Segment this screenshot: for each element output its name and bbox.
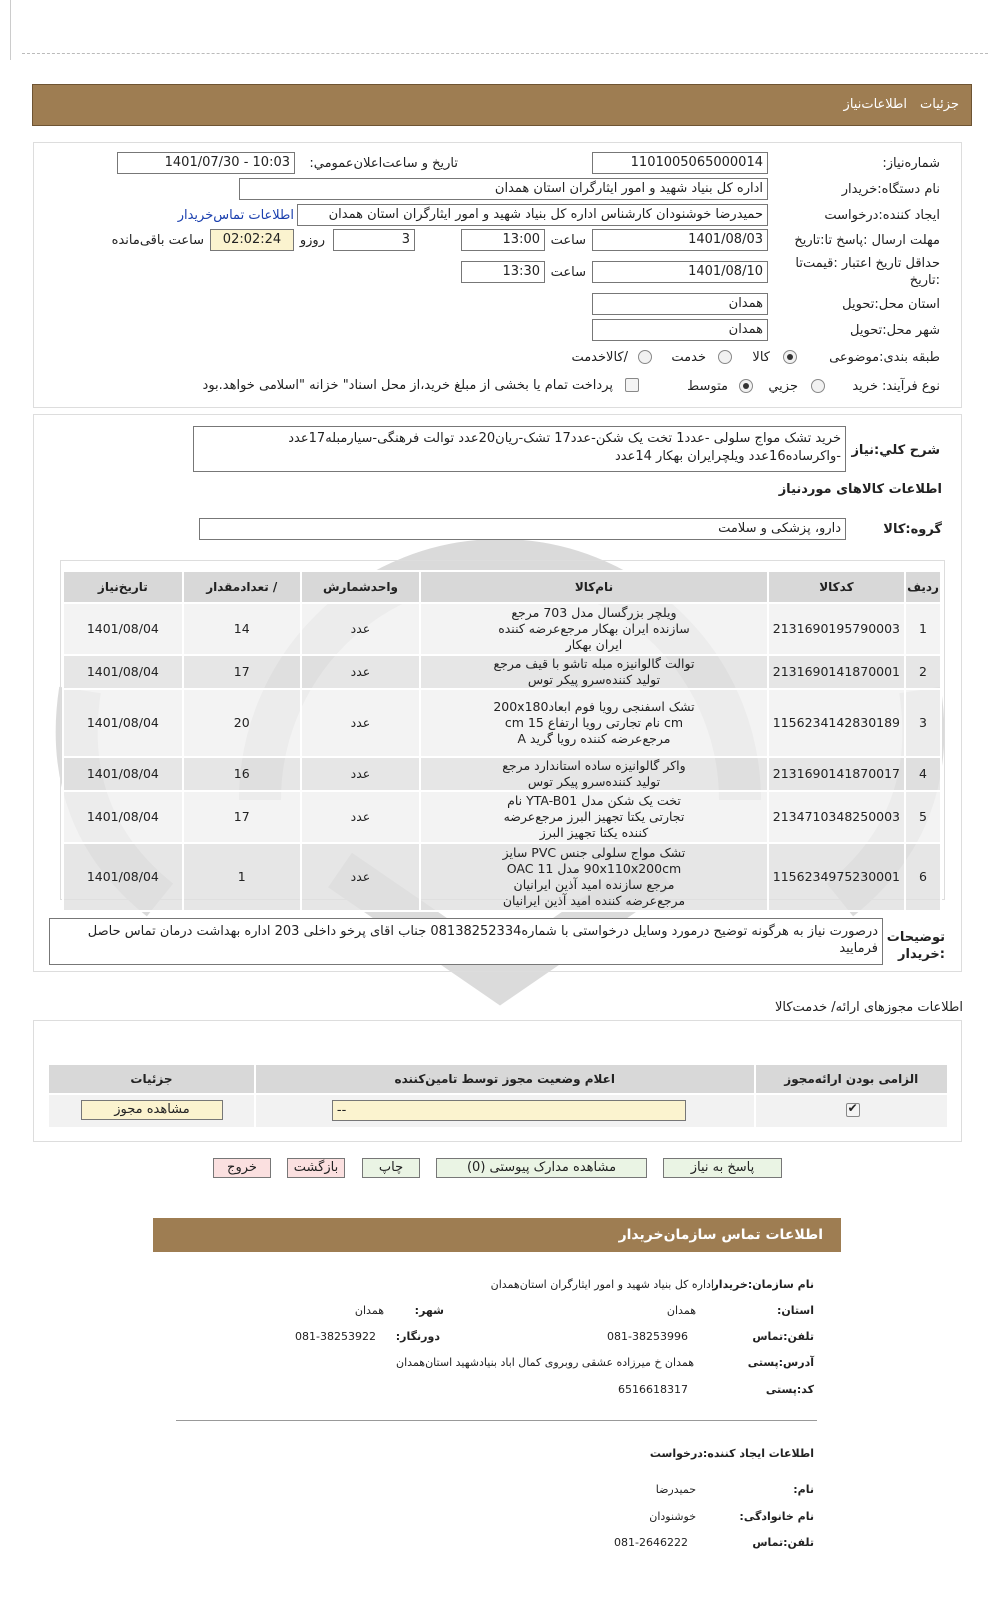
- cell-code: 2131690141870017: [768, 757, 905, 791]
- table-row: [48, 1094, 948, 1128]
- cell-name: تشک اسفنجی رویا فوم ابعاد200x180 cm نام تجارتی رویا ارتفاع 15 cm مرجع‌عرضه کننده رویا گرید A: [420, 689, 768, 757]
- goods-group-field[interactable]: دارو، پزشکی و سلامت: [199, 518, 846, 540]
- treasury-payment-checkbox[interactable]: [625, 378, 639, 392]
- deadline-label: مهلت ارسال :پاسخ تا:تاریخ: [794, 233, 940, 248]
- validity-time-label: ساعت: [550, 265, 586, 280]
- table-row: [63, 603, 941, 655]
- need-number-field[interactable]: 1101005065000014: [592, 152, 768, 174]
- contact-fax: 081-38253922: [295, 1330, 376, 1343]
- goods-heading: اطلاعات کالاهای موردنیاز: [778, 482, 942, 497]
- cell-row: 6: [905, 843, 941, 911]
- table-row: [63, 791, 941, 843]
- summary-label: شرح کلي:نیاز: [851, 443, 940, 458]
- category-label: طبقه بندی:موضوعی: [829, 350, 940, 365]
- cell-name: تشک مواج سلولی جنس PVC سایز 90x110x200cm مدل OAC 11 مرجع سازنده امید آذین ایرانیان مرجع‌عرضه کننده امید آذین ایرانیان: [420, 843, 768, 911]
- cell-date: 1401/08/04: [63, 757, 183, 791]
- goods-group-label: گروه:کالا: [883, 522, 942, 537]
- cell-qty: 17: [183, 655, 301, 689]
- cell-unit: عدد: [301, 757, 420, 791]
- cell-date: 1401/08/04: [63, 603, 183, 655]
- contact-province: همدان: [666, 1304, 696, 1317]
- cell-qty: 1: [183, 843, 301, 911]
- process-medium-label: متوسط: [687, 379, 728, 394]
- validity-label: حداقل تاریخ اعتبار :قیمت‌تا: [795, 256, 940, 271]
- table-row: [63, 843, 941, 911]
- category-goods-service-radio[interactable]: [638, 350, 652, 364]
- contact-city: همدان: [354, 1304, 384, 1317]
- cell-code: 2131690141870001: [768, 655, 905, 689]
- goods-table: [62, 570, 942, 912]
- contact-divider: [176, 1420, 817, 1421]
- col-name: نام‌کالا: [420, 571, 768, 603]
- cell-name: توالت گالوانیزه مبله تاشو با قیف مرجع تولید کننده‌سرو پیکر توس: [420, 655, 768, 689]
- days-label: روزو: [299, 233, 325, 248]
- validity-date-field[interactable]: 1401/08/10: [592, 261, 768, 283]
- header-bar: [32, 84, 972, 126]
- page-edge-line: [10, 0, 11, 60]
- province-label: استان محل:تحویل: [842, 297, 940, 312]
- lic-col-details: جزئیات: [48, 1064, 255, 1094]
- cell-unit: عدد: [301, 655, 420, 689]
- table-row: [63, 689, 941, 757]
- cell-date: 1401/08/04: [63, 791, 183, 843]
- attachments-button[interactable]: مشاهده مدارک پیوستی (0): [436, 1158, 647, 1178]
- deadline-time-label: ساعت: [550, 233, 586, 248]
- top-divider: [22, 53, 988, 54]
- process-buy-label: خرید: [852, 379, 878, 394]
- contact-heading: اطلاعات تماس سازمان‌خریدار: [618, 1227, 823, 1243]
- cell-code: 1156234975230001: [768, 843, 905, 911]
- deadline-date-field[interactable]: 1401/08/03: [592, 229, 768, 251]
- cell-row: 5: [905, 791, 941, 843]
- contact-fax-label: دورنگار:: [395, 1330, 440, 1343]
- creator-phone-label: تلفن:تماس: [752, 1536, 814, 1549]
- remaining-time-field: 02:02:24: [210, 229, 294, 251]
- contact-address-label: آدرس:پستی: [747, 1356, 814, 1369]
- cell-date: 1401/08/04: [63, 843, 183, 911]
- summary-line-2: -واکرساده16عدد ویلچرایران بهکار 14عدد: [615, 449, 841, 464]
- category-service-radio[interactable]: [718, 350, 732, 364]
- table-row: [63, 655, 941, 689]
- buyer-org-label: نام دستگاه:خریدار: [841, 182, 940, 197]
- lic-required-cell: [755, 1094, 948, 1128]
- creator-last-name-label: نام خانوادگی:: [739, 1510, 814, 1523]
- col-date: تاریخ‌نیاز: [63, 571, 183, 603]
- buyer-notes-label: توضیحات: [886, 930, 945, 945]
- need-number-label: شماره‌نیاز:: [882, 156, 940, 171]
- license-status-field[interactable]: --: [332, 1100, 686, 1121]
- cell-code: 2131690195790003: [768, 603, 905, 655]
- cell-row: 1: [905, 603, 941, 655]
- creator-phone: 081-2646222: [614, 1536, 688, 1549]
- tab-need-info[interactable]: اطلاعات‌نیاز: [843, 97, 907, 112]
- lic-col-required: الزامی بودن ارائه‌مجوز: [755, 1064, 948, 1094]
- print-button[interactable]: چاپ: [362, 1158, 420, 1178]
- days-field[interactable]: 3: [333, 229, 415, 251]
- lic-details-cell: [48, 1094, 255, 1128]
- cell-date: 1401/08/04: [63, 689, 183, 757]
- license-required-checkbox: [846, 1103, 860, 1117]
- lic-col-status: اعلام وضعیت مجوز توسط تامین‌کننده: [255, 1064, 755, 1094]
- contact-header: [153, 1218, 841, 1252]
- reply-button[interactable]: پاسخ به نیاز: [663, 1158, 782, 1178]
- cell-code: 2134710348250003: [768, 791, 905, 843]
- contact-address: همدان خ میرزاده عشقی روبروی کمال اباد بنیادشهید استان‌همدان: [396, 1356, 694, 1369]
- contact-phone: 081-38253996: [607, 1330, 688, 1343]
- creator-first-name: حمیدرضا: [655, 1483, 696, 1496]
- exit-button[interactable]: خروج: [213, 1158, 271, 1178]
- city-field[interactable]: همدان: [592, 319, 768, 341]
- cell-row: 3: [905, 689, 941, 757]
- creator-field[interactable]: حمیدرضا خوشنودان کارشناس اداره کل بنیاد شهید و امور ایثارگران استان همدان: [297, 204, 768, 226]
- contact-postal-label: کد:پستی: [765, 1383, 814, 1396]
- remaining-label: ساعت باقی‌مانده: [111, 233, 204, 248]
- buyer-notes-box: درصورت نیاز به هرگونه توضیح درمورد وسایل درخواستی با شماره08138252334 جناب اقای پرخو داخلی 203 اداره بهداشت درمان تماس حاصل فرمایید: [49, 918, 883, 965]
- contact-phone-label: تلفن:تماس: [752, 1330, 814, 1343]
- view-license-button[interactable]: مشاهده مجوز: [81, 1100, 223, 1120]
- cell-unit: عدد: [301, 791, 420, 843]
- announce-datetime-field[interactable]: 1401/07/30 - 10:03: [117, 152, 295, 174]
- process-medium-radio[interactable]: [739, 379, 753, 393]
- category-service-label: خدمت: [671, 350, 706, 365]
- process-minor-radio[interactable]: [811, 379, 825, 393]
- check-icon: ✔: [847, 1101, 858, 1115]
- cell-qty: 14: [183, 603, 301, 655]
- contact-city-label: شهر:: [414, 1304, 444, 1317]
- col-unit: واحدشمارش: [301, 571, 420, 603]
- category-goods-label: کالا: [752, 350, 770, 365]
- cell-row: 2: [905, 655, 941, 689]
- cell-qty: 20: [183, 689, 301, 757]
- cell-name: تخت یک شکن مدل YTA-B01 نام تجارتی یکتا تجهیز البرز مرجع‌عرضه کننده یکتا تجهیز البرز: [420, 791, 768, 843]
- cell-name: ویلچر بزرگسال مدل 703 مرجع سازنده ایران بهکار مرجع‌عرضه کننده ایران بهکار: [420, 603, 768, 655]
- creator-last-name: خوشنودان: [649, 1510, 696, 1523]
- creator-heading: اطلاعات ایجاد کننده:درخواست: [649, 1447, 814, 1460]
- summary-line-1: خرید تشک مواج سلولی -عدد1 تخت یک شکن-عدد17 تشک-ریان20عدد توالت فرهنگی-سیارمبله17عدد: [288, 431, 841, 446]
- province-field[interactable]: همدان: [592, 293, 768, 315]
- cell-unit: عدد: [301, 843, 420, 911]
- buyer-org-field[interactable]: اداره کل بنیاد شهید و امور ایثارگران استان همدان: [239, 178, 768, 200]
- validity-time-field[interactable]: 13:30: [461, 261, 545, 283]
- tab-details[interactable]: جزئیات: [920, 97, 959, 112]
- buyer-contact-link[interactable]: اطلاعات تماس‌خریدار: [177, 208, 294, 223]
- cell-date: 1401/08/04: [63, 655, 183, 689]
- back-button[interactable]: بازگشت: [287, 1158, 345, 1178]
- process-minor-label: جزیي: [768, 379, 798, 394]
- deadline-time-field[interactable]: 13:00: [461, 229, 545, 251]
- process-label: نوع فرآیند:: [882, 379, 940, 394]
- category-goods-radio[interactable]: [783, 350, 797, 364]
- cell-code: 1156234142830189: [768, 689, 905, 757]
- cell-row: 4: [905, 757, 941, 791]
- contact-postal: 6516618317: [618, 1383, 688, 1396]
- cell-qty: 17: [183, 791, 301, 843]
- creator-first-name-label: نام:: [793, 1483, 814, 1496]
- category-goods-service-label: /کالاخدمت: [571, 350, 628, 365]
- creator-label: ایجاد کننده:درخواست: [824, 208, 940, 223]
- col-row: ردیف: [905, 571, 941, 603]
- cell-qty: 16: [183, 757, 301, 791]
- cell-unit: عدد: [301, 689, 420, 757]
- buyer-notes-label-2: :خریدار: [898, 947, 945, 962]
- licenses-table: [47, 1063, 949, 1129]
- contact-org-label: نام سازمان:خریدار: [712, 1278, 814, 1291]
- announce-label: تاریخ و ساعت‌اعلان‌عمومي:: [309, 156, 458, 171]
- contact-org: اداره کل بنیاد شهید و امور ایثارگران استان‌همدان: [490, 1278, 714, 1291]
- treasury-payment-note: پرداخت تمام یا بخشی از مبلغ خرید،از محل اسناد" خزانه "اسلامی خواهد.بود: [202, 378, 613, 393]
- col-qty: / تعدادمقدار: [183, 571, 301, 603]
- contact-province-label: استان:: [777, 1304, 814, 1317]
- summary-text-box: [193, 426, 846, 472]
- validity-label-2: :تاریخ: [909, 273, 940, 288]
- cell-unit: عدد: [301, 603, 420, 655]
- table-row: [63, 757, 941, 791]
- lic-status-cell: [255, 1094, 755, 1128]
- licenses-heading: اطلاعات مجوزهای ارائه/ خدمت‌کالا: [774, 1000, 963, 1015]
- city-label: شهر محل:تحویل: [850, 323, 940, 338]
- cell-name: واکر گالوانیزه ساده استاندارد مرجع تولید کننده‌سرو پیکر توس: [420, 757, 768, 791]
- col-code: کدکالا: [768, 571, 905, 603]
